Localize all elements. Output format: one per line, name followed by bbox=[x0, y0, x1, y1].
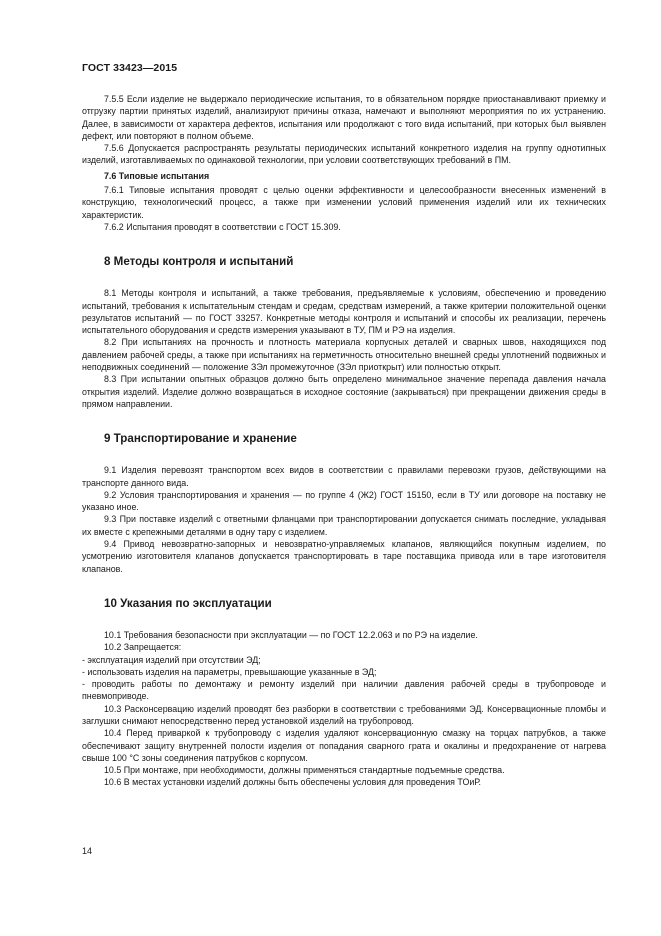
paragraph-7-6-1: 7.6.1 Типовые испытания проводят с целью оценки эффективности и целесообразности внесенных изменений в конструкцию, технологический процесс, а также при изменении условий применения изделий или их технических характеристик. bbox=[82, 185, 606, 220]
paragraph-10-1: 10.1 Требования безопасности при эксплуатации — по ГОСТ 12.2.063 и по РЭ на изделие. bbox=[104, 629, 478, 640]
page-number: 14 bbox=[82, 846, 93, 856]
paragraph-10-2: 10.2 Запрещается: bbox=[104, 642, 182, 653]
paragraph-9-1: 9.1 Изделия перевозят транспортом всех видов в соответствии с правилами перевозки грузов, действующими на транспорте данного вида. bbox=[82, 465, 606, 488]
paragraph-10-4: 10.4 Перед приваркой к трубопроводу с изделия удаляют консервационную смазку на торцах патрубков, а также обеспечивают защиту внутренней полости изделия от попадания сварного грата и окалины и предохранение от нагрева свыше 100 °С зоны соединения патрубков с корпусом. bbox=[82, 728, 606, 763]
section-title-8: 8 Методы контроля и испытаний bbox=[104, 255, 294, 269]
paragraph-10-5: 10.5 При монтаже, при необходимости, должны применяться стандартные подъемные средства. bbox=[104, 765, 505, 776]
paragraph-9-3: 9.3 При поставке изделий с ответными фланцами при транспортировании допускается снимать последние, укладывая их вместе с крепежными деталями в одну тару с изделием. bbox=[82, 514, 606, 537]
list-item: - проводить работы по демонтажу и ремонту изделий при наличии давления рабочей среды в трубопроводе и пневмоприводе. bbox=[82, 679, 606, 702]
document-page bbox=[82, 62, 606, 789]
list-item: - использовать изделия на параметры, превышающие указанные в ЭД; bbox=[82, 666, 377, 677]
document-header: ГОСТ 33423—2015 bbox=[82, 62, 178, 74]
section-title-9: 9 Транспортирование и хранение bbox=[104, 432, 297, 446]
paragraph-8-1: 8.1 Методы контроля и испытаний, а также требования, предъявляемые к условиям, обеспечению и проведению испытаний, требования к испытательным стендам и средам, средствам измерений, а также критерии положительной оценки результатов испытаний — по ГОСТ 33257. Конкретные методы контроля и испытаний и способы их реализации, перечень испытательного оборудования и средств измерения указывают в ТУ, ПМ и РЭ на изделия. bbox=[82, 288, 606, 336]
paragraph-7-6-2: 7.6.2 Испытания проводят в соответствии с ГОСТ 15.309. bbox=[104, 221, 341, 232]
paragraph-10-3: 10.3 Расконсервацию изделий проводят без разборки в соответствии с требованиями ЭД. Консервационные пломбы и заглушки снимают непосредственно перед установкой изделий на трубопровод. bbox=[82, 703, 606, 726]
subsection-title-7-6: 7.6 Типовые испытания bbox=[104, 170, 210, 181]
list-item: - эксплуатация изделий при отсутствии ЭД; bbox=[82, 654, 261, 665]
paragraph-8-2: 8.2 При испытаниях на прочность и плотность материала корпусных деталей и сварных швов, находящихся под давлением рабочей среды, а также при испытаниях на герметичность относительно внешней среды уплотнений подвижных и неподвижных соединений — положение ЗЭл промежуточное (ЗЭл приоткрыт) или полностью открыт. bbox=[82, 337, 606, 373]
paragraph-7-5-6: 7.5.6 Допускается распространять результаты периодических испытаний конкретного изделия на группу однотипных изделий, изготавливаемых по одинаковой технологии, при условии соответствующих требований в ПМ. bbox=[82, 143, 606, 166]
section-title-10: 10 Указания по эксплуатации bbox=[104, 596, 272, 610]
paragraph-10-6: 10.6 В местах установки изделий должны быть обеспечены условия для проведения ТОиР. bbox=[104, 777, 482, 788]
paragraph-7-5-5: 7.5.5 Если изделие не выдержало периодические испытания, то в обязательном порядке приостанавливают приемку и отгрузку партии принятых изделий, анализируют причины отказа, намечают и выполняют мероприятия по их устранению. Далее, в зависимости от характера дефектов, испытания или продолжают с того вида испытаний, при которых был выявлен дефект, или повторяют в полном объеме. bbox=[82, 94, 606, 141]
paragraph-9-4: 9.4 Привод невозвратно-запорных и невозвратно-управляемых клапанов, являющийся покупным изделием, по усмотрению изготовителя клапанов допускается транспортировать в таре поставщика привода или в таре изготовителя клапанов. bbox=[82, 539, 606, 574]
paragraph-9-2: 9.2 Условия транспортирования и хранения — по группе 4 (Ж2) ГОСТ 15150, если в ТУ или договоре на поставку не указано иное. bbox=[82, 489, 606, 513]
paragraph-8-3: 8.3 При испытании опытных образцов должно быть определено минимальное значение перепада давления начала открытия изделий. Изделие должно возвращаться в исходное состояние (закрываться) при прекращении движения среды в прямом направлении. bbox=[82, 374, 606, 409]
